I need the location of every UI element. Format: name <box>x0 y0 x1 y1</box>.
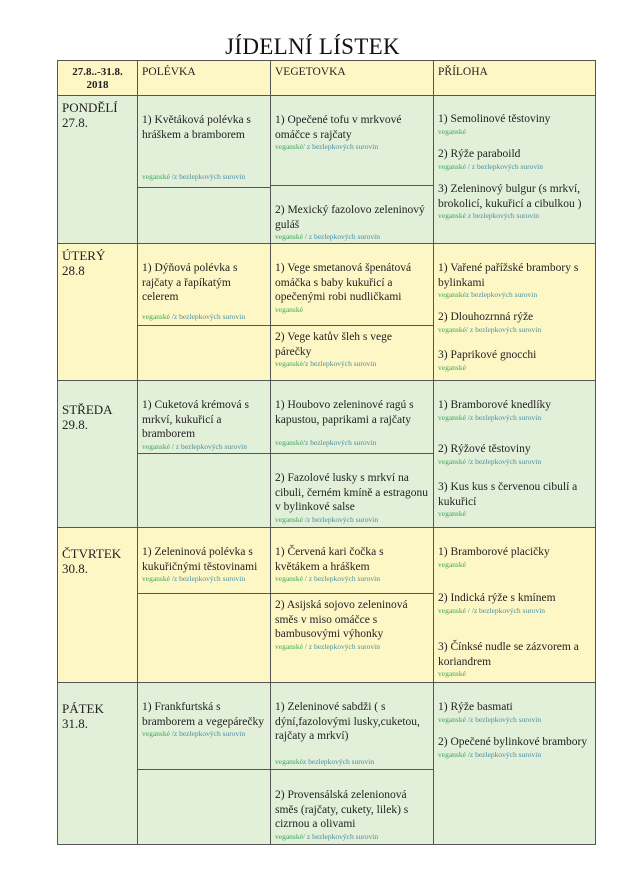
header-vege: VEGETOVKA <box>270 60 434 96</box>
dish-text: 3) Čínksé nudle se zázvorem a koriandrem <box>438 641 579 668</box>
day-date: 28.8 <box>62 263 85 278</box>
gluten-free-tag: z bezlepkových surovin <box>465 211 540 220</box>
dish-text: 2) Rýžové těstoviny <box>438 443 531 455</box>
dish-text: 2) Dlouhozrnná rýže <box>438 311 534 323</box>
gluten-free-tag: / z bezlepkových surovin <box>302 232 380 241</box>
soup-cell <box>137 243 271 326</box>
side-item <box>438 480 592 519</box>
vegan-tag: veganské <box>142 441 170 451</box>
dish-text: 2) Rýže paraboild <box>438 148 521 160</box>
soup-item <box>142 398 267 452</box>
gluten-free-tag: z bezlepkových surovin <box>465 290 538 299</box>
vegan-tag: veganské <box>438 605 466 615</box>
vegan-tag: veganské <box>438 456 466 466</box>
dish-text: 1) Zeleninové sabdži ( s dýní,fazolovými lusky,cuketou, rajčaty a mrkví) <box>275 701 420 742</box>
vegan-tag: veganské <box>142 172 170 181</box>
dish-text: 2) Provensálská zelenionová směs (rajčaty, cukety, lilek) s cizrnou a olivami <box>275 789 409 830</box>
gluten-free-tag: /z bezlepkových surovin <box>302 438 377 447</box>
vege-cell <box>270 682 434 770</box>
vege-item <box>275 398 430 427</box>
gluten-free-tag: /z bezlepkových surovin <box>169 729 246 738</box>
day-date: 31.8. <box>62 716 88 731</box>
vegan-tag: veganské <box>275 757 303 766</box>
soup-cell-empty <box>137 325 271 381</box>
gluten-free-tag: / z bezlepkových surovin <box>302 142 379 151</box>
vege-cell <box>270 380 434 454</box>
vegan-tag: veganské <box>438 211 466 220</box>
side-item <box>438 348 592 373</box>
day-date: 27.8. <box>62 115 88 130</box>
dish-text: 2) Indická rýže s kmínem <box>438 592 556 604</box>
gluten-free-tag: / z bezlepkových surovin <box>302 831 379 841</box>
gluten-free-tag: /z bezlepkových surovin <box>465 749 542 759</box>
vege-cell <box>270 325 434 381</box>
day-cell-friday <box>57 682 138 845</box>
soup-cell <box>137 527 271 594</box>
side-item <box>438 398 592 423</box>
gluten-free-tag: / /z bezlepkových surovin <box>465 605 546 615</box>
vege-item <box>275 261 430 315</box>
gluten-free-tag: / z bezlepkových surovin <box>169 441 247 451</box>
dish-text: 2) Fazolové lusky s mrkví na cibuli, černém kmíně a estragonu v bylinkové salse <box>275 472 428 513</box>
vegan-tag: veganské <box>275 232 303 241</box>
dish-text: 2) Mexický fazolovo zeleninový guláš <box>275 204 425 231</box>
soup-cell <box>137 682 271 770</box>
vege-cell <box>270 185 434 244</box>
gluten-free-tag: /z bezlepkových surovin <box>169 172 246 181</box>
soup-item <box>142 700 267 739</box>
side-cell <box>433 527 596 683</box>
dish-text: 1) Frankfurtská s bramborem a vegepárečky <box>142 701 264 728</box>
vege-item <box>275 598 430 652</box>
vegan-tag: veganské <box>275 641 303 651</box>
vege-cell <box>270 769 434 845</box>
header-date-range <box>57 60 138 96</box>
vegan-tag: veganské <box>438 412 466 422</box>
day-name: PONDĚLÍ <box>62 100 118 115</box>
vegan-tag: veganské <box>142 312 170 321</box>
dish-text: 1) Bramborové placičky <box>438 546 550 558</box>
gluten-free-tag: /z bezlepkových surovin <box>302 514 379 524</box>
dish-text: 1) Vege smetanová špenátová omáčka s baby kukuřicí a opečenými robi nudličkami <box>275 262 412 303</box>
dish-text: 1) Zeleninová polévka s kukuřičnými těstovinami <box>142 546 258 573</box>
gluten-free-tag: /z bezlepkových surovin <box>169 312 246 321</box>
gluten-free-tag: z bezlepkových surovin <box>302 757 375 766</box>
vege-item <box>275 788 430 842</box>
dish-text: 3) Paprikové gnocchi <box>438 349 537 361</box>
vege-cell <box>270 243 434 326</box>
dish-text: 1) Květáková polévka s hráškem a bramborem <box>142 114 251 141</box>
vege-cell <box>270 593 434 683</box>
page-title: JÍDELNÍ LÍSTEK <box>225 34 400 59</box>
side-item <box>438 545 592 570</box>
dish-text: 3) Zeleninový bulgur (s mrkví, brokolicí, kukuřicí a cibulkou ) <box>438 183 582 210</box>
day-date: 30.8. <box>62 561 88 576</box>
side-cell <box>433 682 596 845</box>
side-cell <box>433 243 596 381</box>
side-item <box>438 442 592 467</box>
gluten-free-tag: / z bezlepkových surovin <box>302 641 380 651</box>
day-cell-wednesday <box>57 380 138 528</box>
gluten-free-tag: / z bezlepkových surovin <box>465 161 543 171</box>
date-range-line2: 2018 <box>86 79 109 91</box>
gluten-free-tag: / z bezlepkových surovin <box>465 324 542 334</box>
vegan-tag: veganské <box>438 126 466 136</box>
dish-text: 1) Červená kari čočka s květákem a hráškem <box>275 546 384 573</box>
soup-cell <box>137 95 271 188</box>
soup-cell-empty <box>137 593 271 683</box>
vegan-tag: veganské <box>438 161 466 171</box>
vegan-tag: veganské <box>438 362 466 372</box>
dish-text: 2) Vege katův šleh s vege párečky <box>275 331 392 358</box>
day-cell-monday <box>57 95 138 244</box>
menu-table <box>57 60 596 845</box>
side-item <box>438 700 592 725</box>
vege-item <box>275 330 430 369</box>
soup-cell <box>137 380 271 454</box>
vege-cell <box>270 453 434 528</box>
vegan-tag: veganské <box>275 514 303 524</box>
vegan-tag: veganské <box>438 509 466 518</box>
side-cell <box>433 95 596 244</box>
vegan-tag: veganské <box>438 290 466 299</box>
header-soup: POLÉVKA <box>137 60 271 96</box>
vege-cell <box>270 95 434 186</box>
side-item <box>438 640 592 679</box>
vegan-tag: veganské <box>438 324 466 334</box>
vege-item <box>275 113 430 152</box>
dish-text: 2) Asijská sojovo zeleninová směs v miso omáčce s bambusovými výhonky <box>275 599 408 640</box>
soup-item <box>142 545 267 584</box>
day-name: ČTVRTEK <box>62 546 122 561</box>
vegan-tag: veganské <box>438 669 466 678</box>
gluten-free-tag: /z bezlepkových surovin <box>169 574 246 583</box>
dish-text: 1) Bramborové knedlíky <box>438 399 552 411</box>
vegan-tag: veganské <box>275 142 303 151</box>
day-cell-tuesday <box>57 243 138 381</box>
vege-item <box>275 545 430 584</box>
day-name: ÚTERÝ <box>62 248 106 263</box>
vegan-tag: veganské <box>142 574 170 583</box>
vegan-tag: veganské <box>438 559 466 569</box>
soup-cell-empty <box>137 769 271 845</box>
side-item <box>438 261 592 300</box>
day-name: STŘEDA <box>62 402 113 417</box>
gluten-free-tag: /z bezlepkových surovin <box>302 359 377 368</box>
dish-text: 3) Kus kus s červenou cibulí a kukuřicí <box>438 481 578 508</box>
vege-cell <box>270 527 434 594</box>
side-item <box>438 182 592 221</box>
dish-text: 1) Opečené tofu v mrkvové omáčce s rajčaty <box>275 114 402 141</box>
soup-item <box>142 113 267 142</box>
soup-cell-empty <box>137 187 271 244</box>
day-name: PÁTEK <box>62 701 104 716</box>
day-cell-thursday <box>57 527 138 683</box>
dish-text: 1) Rýže basmati <box>438 701 513 713</box>
side-cell <box>433 380 596 528</box>
soup-item <box>142 261 267 305</box>
vegan-tag: veganské <box>275 831 303 841</box>
dish-text: 1) Houbovo zeleninové ragú s kapustou, paprikami a rajčaty <box>275 399 414 426</box>
dish-text: 1) Vařené pařížské brambory s bylinkami <box>438 262 579 289</box>
vegan-tag: veganské <box>438 749 466 759</box>
dish-text: 1) Semolinové těstoviny <box>438 113 551 125</box>
vege-item <box>275 203 430 242</box>
vegan-tag: veganské <box>275 574 303 583</box>
side-item <box>438 147 592 172</box>
vegan-tag: veganské <box>275 304 303 314</box>
vege-item <box>275 471 430 525</box>
side-item <box>438 735 592 760</box>
date-range-line1: 27.8..-31.8. <box>72 66 123 78</box>
dish-text: 1) Dýňová polévka s rajčaty a řapíkatým celerem <box>142 262 238 303</box>
vege-item <box>275 700 430 744</box>
side-item <box>438 112 592 137</box>
soup-cell-empty <box>137 453 271 528</box>
dish-text: 1) Cuketová krémová s mrkví, kukuřicí a bramborem <box>142 399 249 440</box>
vegan-tag: veganské <box>438 714 466 724</box>
gluten-free-tag: /z bezlepkových surovin <box>465 412 542 422</box>
dish-text: 2) Opečené bylinkové brambory <box>438 736 588 748</box>
vegan-tag: veganské <box>275 438 303 447</box>
header-side: PŘÍLOHA <box>433 60 596 96</box>
day-date: 29.8. <box>62 417 88 432</box>
gluten-free-tag: /z bezlepkových surovin <box>465 456 542 466</box>
vegan-tag: veganské <box>142 729 170 738</box>
gluten-free-tag: / z bezlepkových surovin <box>302 574 380 583</box>
gluten-free-tag: /z bezlepkových surovin <box>465 714 542 724</box>
side-item <box>438 591 592 616</box>
side-item <box>438 310 592 335</box>
vegan-tag: veganské <box>275 359 303 368</box>
